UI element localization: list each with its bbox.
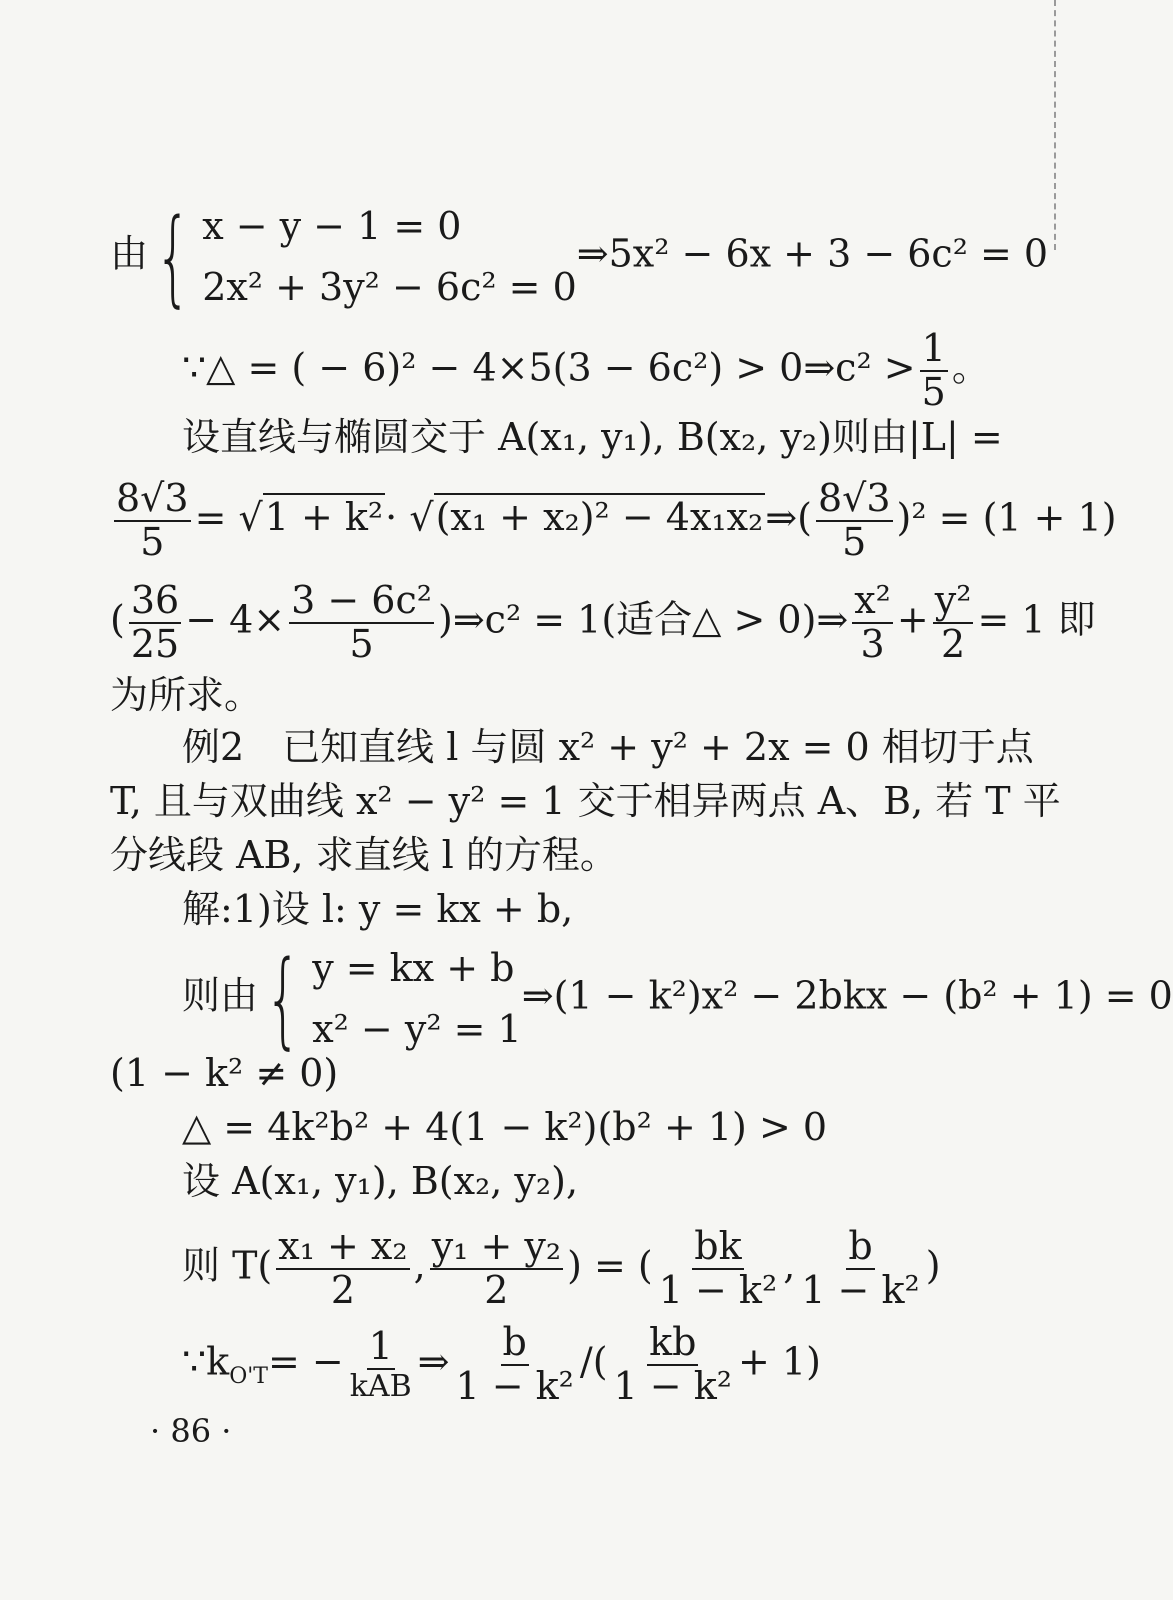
paragraph-line: T, 且与双曲线 x² − y² = 1 交于相异两点 A、B, 若 T 平 bbox=[110, 779, 1061, 823]
line-midpoint: 则 T( $\frac{\text{x₁ + x₂}}{2}$ , $\frac{\text{y₁ + y₂}}{2}$ ) = ( $\frac{bk}{\text{1 − k²}}$ , $\frac{b}{\text{1 − k²}}$ ) bbox=[182, 1224, 941, 1312]
sqrt-content: 1 + k² bbox=[264, 495, 384, 540]
fraction: $\frac{8√3}{5}$ bbox=[817, 476, 891, 564]
equation-row: 2x² + 3y² − 6c² = 0 bbox=[202, 264, 577, 309]
equation-result: ⇒(1 − k²)x² − 2bkx − (b² + 1) = 0 bbox=[521, 973, 1173, 1018]
equation-system bbox=[258, 938, 522, 1060]
fraction: $\frac{b}{\text{1 − k²}}$ bbox=[455, 1320, 574, 1408]
equation-row: y = kx + b bbox=[312, 946, 515, 990]
line-chord-length: $\frac{8√3}{5}$ = √1 + k²· √(x₁ + x₂)² − 4x₁x₂⇒( $\frac{8√3}{5}$ )² = (1 + 1) bbox=[116, 476, 1117, 564]
fraction: $\frac{1}{5}$ bbox=[921, 326, 946, 414]
fraction: $\frac{\text{x₁ + x₂}}{2}$ bbox=[278, 1224, 408, 1312]
equation-result: ⇒5x² − 6x + 3 − 6c² = 0 bbox=[576, 231, 1049, 276]
line-system-1 bbox=[110, 196, 1048, 318]
paragraph-line: 为所求。 bbox=[110, 673, 263, 717]
subscript: O'T bbox=[229, 1363, 268, 1389]
paragraph-line: 设直线与椭圆交于 A(x₁, y₁), B(x₂, y₂)则由|L| = bbox=[182, 415, 1003, 459]
fraction: $\frac{kb}{\text{1 − k²}}$ bbox=[613, 1320, 732, 1408]
condition-line: (1 − k² ≠ 0) bbox=[110, 1051, 339, 1095]
brace: { bbox=[154, 195, 192, 318]
fraction: $\frac{\text{x²}}{3}$ bbox=[854, 578, 891, 666]
line-slope: $\because k_{O'T}=$ − 1 kAB ⇒ $\frac{b}{\text{1 − k²}}$ /( $\frac{kb}{\text{1 − k²}}$ + 1) bbox=[182, 1320, 821, 1408]
fraction: $\frac{\text{y²}}{2}$ bbox=[934, 578, 972, 666]
solution-line: 解:1)设 l: y = kx + b, bbox=[182, 887, 574, 931]
fraction: $\frac{b}{\text{1 − k²}}$ bbox=[801, 1224, 920, 1312]
text-you: 由 bbox=[110, 231, 149, 276]
equation-row: x² − y² = 1 bbox=[312, 1006, 522, 1051]
line-system-2: 则由 { y = kx + b x² − y² = 1 ⇒(1 − k²)x² − 2bkx − (b² + 1) = 0 bbox=[182, 937, 1173, 1060]
fraction: $\frac{bk}{\text{1 − k²}}$ bbox=[658, 1224, 778, 1312]
fraction: $\frac{8√3}{5}$ bbox=[116, 476, 189, 564]
fraction: 1 kAB bbox=[349, 1324, 412, 1405]
page-number: · 86 · bbox=[150, 1412, 232, 1450]
page-edge-dashes bbox=[1054, 0, 1056, 250]
period: 。 bbox=[951, 345, 990, 390]
line-discriminant bbox=[182, 328, 990, 414]
sqrt-sign: √ bbox=[409, 495, 434, 540]
sqrt-content: (x₁ + x₂)² − 4x₁x₂ bbox=[435, 495, 764, 540]
line-solve-c: ( $\frac{36}{25}$ − 4× $\frac{\text{3 − 6c²}}{5}$ )⇒c² = 1(适合△ > 0)⇒ $\frac{\text{x²}}{3}$ + $\frac{\text{y²}}{2}$ = 1 即 bbox=[110, 578, 1096, 666]
equation-row: x − y − 1 = 0 bbox=[202, 204, 462, 248]
sqrt-sign: √ bbox=[238, 495, 263, 540]
paragraph-line: 分线段 AB, 求直线 l 的方程。 bbox=[110, 833, 618, 877]
brace: { bbox=[264, 937, 302, 1060]
fraction: $\frac{\text{3 − 6c²}}{5}$ bbox=[291, 578, 432, 666]
equation-system bbox=[148, 196, 577, 318]
points-line: 设 A(x₁, y₁), B(x₂, y₂), bbox=[182, 1159, 579, 1203]
fraction: $\frac{\text{y₁ + y₂}}{2}$ bbox=[431, 1224, 562, 1312]
equation-text: ∵△ = ( − 6)² − 4×5(3 − 6c²) > 0⇒c² > bbox=[182, 345, 916, 390]
fraction: $\frac{36}{25}$ bbox=[130, 578, 180, 666]
discriminant-line: △ = 4k²b² + 4(1 − k²)(b² + 1) > 0 bbox=[182, 1105, 828, 1149]
example-heading-line: 例2 已知直线 l 与圆 x² + y² + 2x = 0 相切于点 bbox=[182, 725, 1034, 769]
